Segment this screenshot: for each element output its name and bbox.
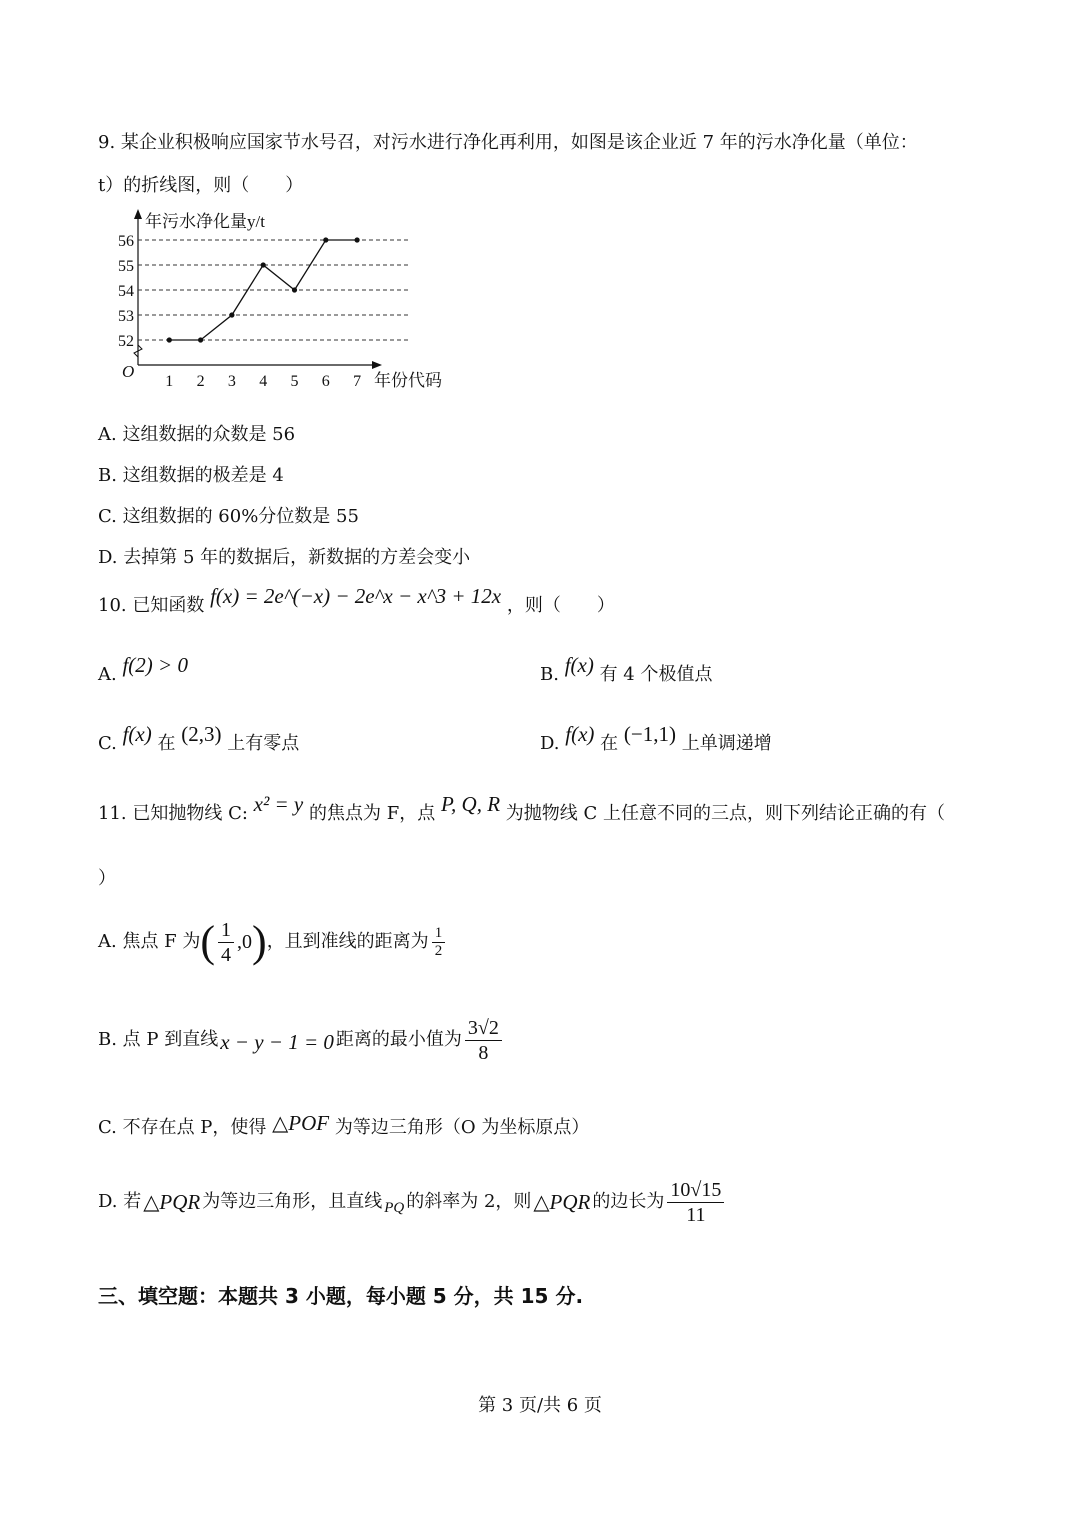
- data-point-3: [229, 312, 234, 317]
- x-axis-arrow: [372, 361, 382, 369]
- q10-a-label: A.: [98, 664, 117, 685]
- q11-a-lparen: (: [200, 917, 216, 966]
- q11-d-mid1: 为等边三角形，且直线: [202, 1191, 383, 1212]
- q11-a-frac-num: 1: [218, 918, 234, 943]
- q10-d-math1: f(x): [565, 722, 595, 746]
- q11-a-half: [432, 925, 446, 960]
- q11-a-half-den: 2: [434, 942, 443, 959]
- q11-a-frac-den: 4: [221, 943, 232, 966]
- x-tick-label-5: 5: [290, 373, 299, 390]
- q11-b-frac: [465, 1016, 502, 1065]
- q10-c-label: C.: [98, 733, 117, 754]
- q11-mid2: 为抛物线 C 上任意不同的三点，则下列结论正确的有（: [505, 803, 946, 824]
- q10-c-interval: (2,3): [181, 722, 222, 746]
- data-point-6: [323, 237, 328, 242]
- data-point-7: [355, 237, 360, 242]
- q10-suffix: ，则（ ）: [506, 595, 615, 616]
- q10-c-text1: 在: [157, 733, 176, 754]
- q11-b-pre: B. 点 P 到直线: [98, 1029, 219, 1050]
- q11-option-b: [98, 1010, 505, 1070]
- q11-c-triangle: △POF: [272, 1111, 330, 1135]
- y-tick-label-53: 53: [118, 308, 134, 325]
- q11-prefix: 11. 已知抛物线 C:: [98, 803, 248, 824]
- q10-option-d: [540, 722, 772, 756]
- q10-d-interval: (−1,1): [623, 722, 676, 746]
- q11-b-frac-den: 8: [478, 1041, 489, 1064]
- x-tick-label-6: 6: [321, 373, 330, 390]
- x-tick-label-4: 4: [259, 373, 268, 390]
- x-tick-label-7: 7: [353, 373, 362, 390]
- q9-stem-line2: t）的折线图，则（ ）: [98, 175, 304, 196]
- q11-d-mid3: 的边长为: [592, 1191, 665, 1212]
- q11-stem: [98, 792, 946, 826]
- x-tick-label-1: 1: [165, 373, 174, 390]
- q9-option-d: D. 去掉第 5 年的数据后，新数据的方差会变小: [98, 547, 471, 568]
- q10-a-math: f(2) > 0: [122, 653, 188, 677]
- q11-d-pq: PQ: [384, 1200, 405, 1216]
- q10-d-text1: 在: [600, 733, 619, 754]
- q9-line-chart: [110, 205, 470, 390]
- q10-option-b: [540, 653, 713, 687]
- q11-d-frac-den: 11: [686, 1203, 706, 1226]
- q10-b-label: B.: [540, 664, 559, 685]
- q11-points: P, Q, R: [440, 792, 501, 816]
- q9-option-b: B. 这组数据的极差是 4: [98, 465, 284, 486]
- data-point-1: [167, 337, 172, 342]
- q11-d-frac-num: 10√15: [667, 1178, 724, 1203]
- data-point-2: [198, 337, 203, 342]
- q11-d-triangle2: △PQR: [533, 1190, 591, 1214]
- q11-b-line-eq: x − y − 1 = 0: [220, 1030, 334, 1054]
- q11-a-tail: ,0: [237, 931, 253, 953]
- origin-label: O: [122, 362, 135, 381]
- x-tick-label-2: 2: [196, 373, 205, 390]
- y-tick-label-56: 56: [118, 233, 134, 250]
- q10-b-text: 有 4 个极值点: [599, 664, 713, 685]
- data-point-4: [261, 262, 266, 267]
- q11-c-pre: C. 不存在点 P，使得: [98, 1117, 267, 1138]
- q11-parabola-eq: x² = y: [253, 792, 304, 816]
- q11-a-half-num: 1: [432, 925, 446, 943]
- q9-option-c: C. 这组数据的 60%分位数是 55: [98, 506, 359, 527]
- section-3-heading: 三、填空题：本题共 3 小题，每小题 5 分，共 15 分.: [98, 1284, 584, 1308]
- q10-b-math: f(x): [564, 653, 594, 677]
- q11-c-post: 为等边三角形（O 为坐标原点）: [334, 1117, 590, 1138]
- q11-b-frac-num: 3√2: [465, 1016, 502, 1041]
- q11-a-post: ，且到准线的距离为: [266, 931, 429, 952]
- q10-d-label: D.: [540, 733, 560, 754]
- q11-a-rparen: ): [252, 917, 267, 966]
- q11-a-pre: A. 焦点 F 为: [98, 931, 201, 952]
- q9-option-a: A. 这组数据的众数是 56: [98, 424, 296, 445]
- q10-c-math1: f(x): [122, 722, 152, 746]
- data-point-5: [292, 287, 297, 292]
- q11-a-frac: [218, 918, 234, 967]
- q10-option-a: [98, 653, 188, 687]
- q11-mid1: 的焦点为 F，点: [308, 803, 436, 824]
- x-axis-label: 年份代码: [374, 371, 442, 390]
- q10-prefix: 10. 已知函数: [98, 595, 205, 616]
- q11-stem-close: ）: [98, 868, 116, 889]
- q11-b-post: 距离的最小值为: [335, 1029, 462, 1050]
- q10-c-text2: 上有零点: [227, 733, 300, 754]
- q11-d-mid2: 的斜率为 2，则: [406, 1191, 532, 1212]
- q10-stem: [98, 584, 615, 618]
- q10-function: f(x) = 2e^(−x) − 2e^x − x^3 + 12x: [210, 584, 502, 608]
- q10-d-text2: 上单调递增: [681, 733, 772, 754]
- q10-option-c: [98, 722, 300, 756]
- y-tick-label-52: 52: [118, 333, 134, 350]
- q11-d-frac: [667, 1178, 724, 1227]
- q9-stem-line1: 9. 某企业积极响应国家节水号召，对污水进行净化再利用，如图是该企业近 7 年的污水净化量（单位：: [98, 132, 918, 153]
- y-axis-label: 年污水净化量y/t: [145, 212, 265, 231]
- q11-d-triangle1: △PQR: [143, 1190, 201, 1214]
- page-footer: 第 3 页/共 6 页: [478, 1395, 602, 1416]
- q11-option-a: [98, 912, 448, 972]
- y-tick-label-55: 55: [118, 258, 134, 275]
- q11-option-d: [98, 1172, 727, 1232]
- q11-d-pre: D. 若: [98, 1191, 142, 1212]
- x-tick-label-3: 3: [227, 373, 236, 390]
- q11-option-c: [98, 1111, 590, 1140]
- y-axis-arrow: [134, 209, 142, 219]
- y-tick-label-54: 54: [118, 283, 134, 300]
